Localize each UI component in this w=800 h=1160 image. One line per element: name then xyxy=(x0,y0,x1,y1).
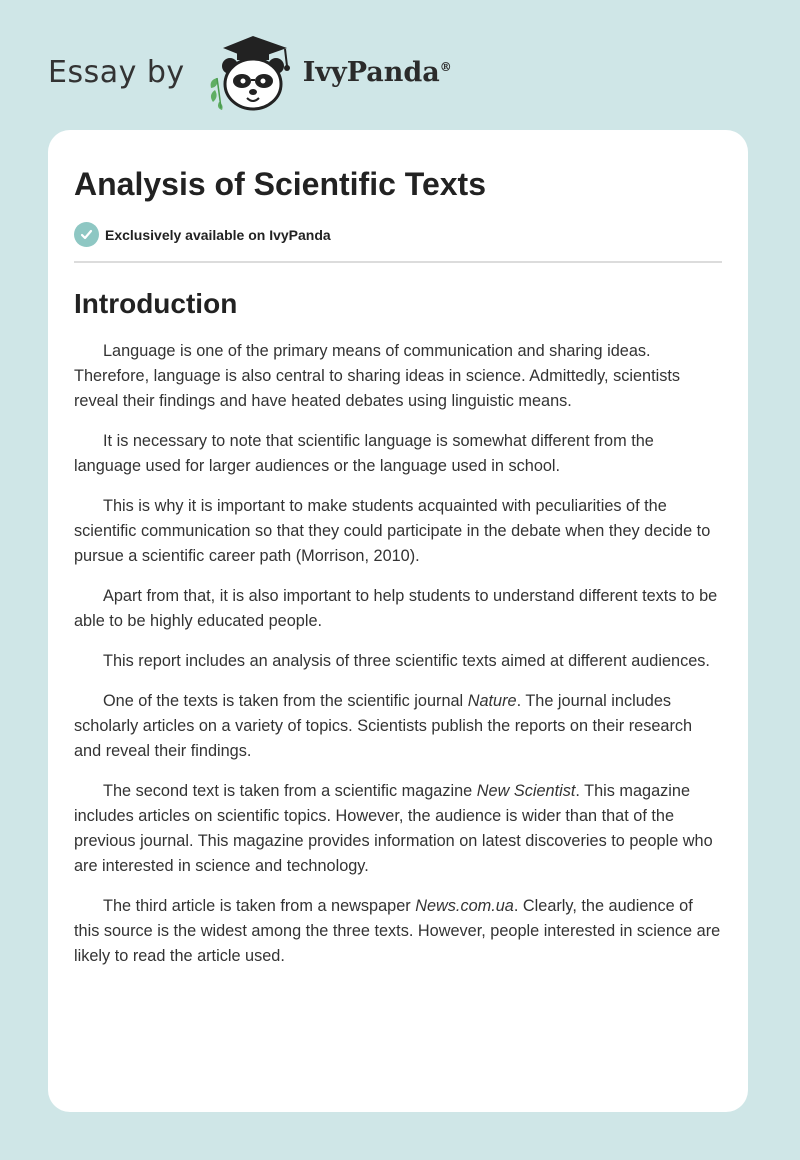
divider xyxy=(74,261,722,263)
section-heading: Introduction xyxy=(74,288,238,319)
exclusive-badge-text: Exclusively available on IvyPanda xyxy=(105,226,331,243)
paragraph: One of the texts is taken from the scientific journal Nature. The journal includes scholarly articles on a variety of topics. Scientists publish the reports on their research and reveal their findings. xyxy=(74,692,693,760)
ivypanda-logo[interactable] xyxy=(203,32,452,112)
journal-name: Nature xyxy=(467,692,517,710)
exclusive-badge xyxy=(74,222,722,247)
panda-mascot-icon xyxy=(203,32,295,112)
magazine-name: New Scientist xyxy=(476,782,576,800)
paragraph: Apart from that, it is also important to help students to understand different texts to be able to be highly educated people. xyxy=(74,587,718,630)
article-title: Analysis of Scientific Texts xyxy=(74,166,486,202)
newspaper-name: News.com.ua xyxy=(415,897,514,915)
article-body xyxy=(74,339,722,969)
paragraph: It is necessary to note that scientific language is somewhat different from the language used for larger audiences or the language used in school. xyxy=(74,432,654,475)
paragraph: This is why it is important to make students acquainted with peculiarities of the scientific communication so that they could participate in the debate when they decide to pursue a scientific career path (Morrison, 2010). xyxy=(74,497,711,565)
site-header xyxy=(48,32,452,112)
paragraph: Language is one of the primary means of communication and sharing ideas. Therefore, language is also central to sharing ideas in science. Admittedly, scientists reveal their findings and have heated debates using linguistic means. xyxy=(74,342,681,410)
essay-by-label: Essay by xyxy=(48,54,185,90)
paragraph: The second text is taken from a scientific magazine New Scientist. This magazine includes articles on scientific topics. However, the audience is wider than that of the previous journal. This magazine provides information on latest discoveries to people who are interested in science and technology. xyxy=(74,782,713,875)
article-card xyxy=(48,130,748,1112)
paragraph: The third article is taken from a newspaper News.com.ua. Clearly, the audience of this source is the widest among the three texts. However, people interested in science are likely to read the article used. xyxy=(74,897,721,965)
brand-name: IvyPanda® xyxy=(302,56,452,88)
paragraph: This report includes an analysis of three scientific texts aimed at different audiences. xyxy=(103,652,710,670)
check-icon xyxy=(74,222,99,247)
